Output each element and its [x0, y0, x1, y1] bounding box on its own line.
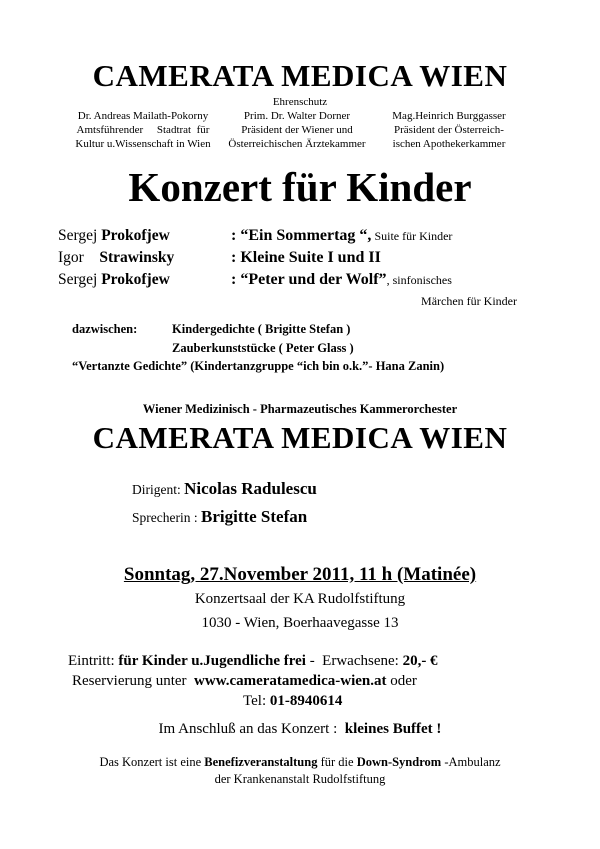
interlude-item: Kindergedichte ( Brigitte Stefan )	[172, 322, 351, 336]
patron-line: Amtsführender Stadtrat für	[76, 124, 210, 136]
patron-line: Mag.Heinrich Burggasser	[392, 110, 506, 122]
ehrenschutz-heading: Ehrenschutz	[272, 96, 328, 108]
piece-title: : “Peter und der Wolf”	[231, 271, 387, 288]
benefit-bold-2: Down-Syndrom	[356, 755, 442, 769]
buffet-bold: kleines Buffet !	[344, 721, 442, 737]
patron-mailath-pokorny	[58, 109, 228, 151]
composer	[58, 249, 174, 267]
composer-first: Sergej	[58, 227, 102, 244]
conductor-name: Nicolas Radulescu	[184, 479, 317, 498]
benefit-pre: Das Konzert ist eine	[99, 755, 205, 769]
event-date: Sonntag, 27.November 2011, 11 h (Matinée)	[123, 564, 477, 585]
conductor-label: Dirigent:	[132, 482, 185, 497]
piece-note: Suite für Kinder	[371, 229, 453, 243]
venue-name: Konzertsaal der KA Rudolfstiftung	[194, 591, 406, 607]
narrator	[132, 507, 307, 527]
benefit-mid: für die	[317, 755, 357, 769]
benefit-note-line2: der Krankenanstalt Rudolfstiftung	[214, 772, 386, 786]
venue-address: 1030 - Wien, Boerhaavegasse 13	[201, 615, 399, 631]
reservation-label: Reservierung unter	[72, 673, 195, 689]
buffet-note	[0, 721, 600, 738]
piece	[231, 227, 452, 245]
conductor	[132, 479, 317, 499]
composer-last: Prokofjew	[101, 227, 170, 244]
composer-last: Prokofjew	[101, 271, 170, 288]
patron-line: Österreichischen Ärztekammer	[228, 138, 366, 150]
admission	[68, 653, 438, 670]
buffet-text: Im Anschluß an das Konzert :	[158, 721, 345, 737]
patron-line: Präsident der Wiener und	[241, 124, 353, 136]
patron-line: Kultur u.Wissenschaft in Wien	[75, 138, 211, 150]
orchestra-title: CAMERATA MEDICA WIEN	[92, 420, 508, 455]
piece	[231, 271, 452, 289]
dazwischen-label: dazwischen:	[72, 322, 138, 336]
patron-line: ischen Apothekerkammer	[392, 138, 506, 150]
tel-number: 01-8940614	[269, 693, 343, 709]
piece-title: : Kleine Suite I und II	[231, 249, 381, 266]
telephone	[243, 693, 342, 710]
admission-adult-price: 20,- €	[402, 653, 438, 669]
piece	[231, 249, 381, 267]
patron-dorner	[222, 109, 372, 151]
composer-first: Igor	[58, 249, 100, 266]
patron-line: Dr. Andreas Mailath-Pokorny	[77, 110, 209, 122]
admission-kids: für Kinder u.Jugendliche frei	[118, 653, 306, 669]
admission-label: Eintritt:	[68, 653, 119, 669]
tel-label: Tel:	[243, 693, 270, 709]
reservation	[72, 673, 417, 690]
narrator-name: Brigitte Stefan	[200, 507, 308, 526]
reservation-or: oder	[386, 673, 417, 689]
benefit-bold-1: Benefizveranstaltung	[204, 755, 318, 769]
composer	[58, 271, 170, 289]
orchestra-subtitle: Wiener Medizinisch - Pharmazeutisches Kammerorchester	[142, 402, 458, 416]
org-title: CAMERATA MEDICA WIEN	[92, 58, 508, 93]
patron-burggasser	[374, 109, 524, 151]
main-title: Konzert für Kinder	[128, 164, 472, 210]
program-note-continued: Märchen für Kinder	[421, 294, 517, 308]
website-link[interactable]: www.cameratamedica-wien.at	[194, 673, 387, 689]
interlude-item: “Vertanzte Gedichte” (Kindertanzgruppe “ich bin o.k.”- Hana Zanin)	[72, 359, 445, 373]
composer-last: Strawinsky	[99, 249, 175, 266]
patron-line: Prim. Dr. Walter Dorner	[243, 110, 351, 122]
composer-first: Sergej	[58, 271, 102, 288]
benefit-post: -Ambulanz	[441, 755, 501, 769]
composer	[58, 227, 170, 245]
piece-note: , sinfonisches	[386, 273, 452, 287]
piece-title: : “Ein Sommertag “,	[231, 227, 372, 244]
narrator-label: Sprecherin :	[132, 510, 201, 525]
interlude-item: Zauberkunststücke ( Peter Glass )	[172, 341, 354, 355]
admission-mid: - Erwachsene:	[305, 653, 403, 669]
benefit-note	[0, 755, 600, 770]
patron-line: Präsident der Österreich-	[394, 124, 504, 136]
